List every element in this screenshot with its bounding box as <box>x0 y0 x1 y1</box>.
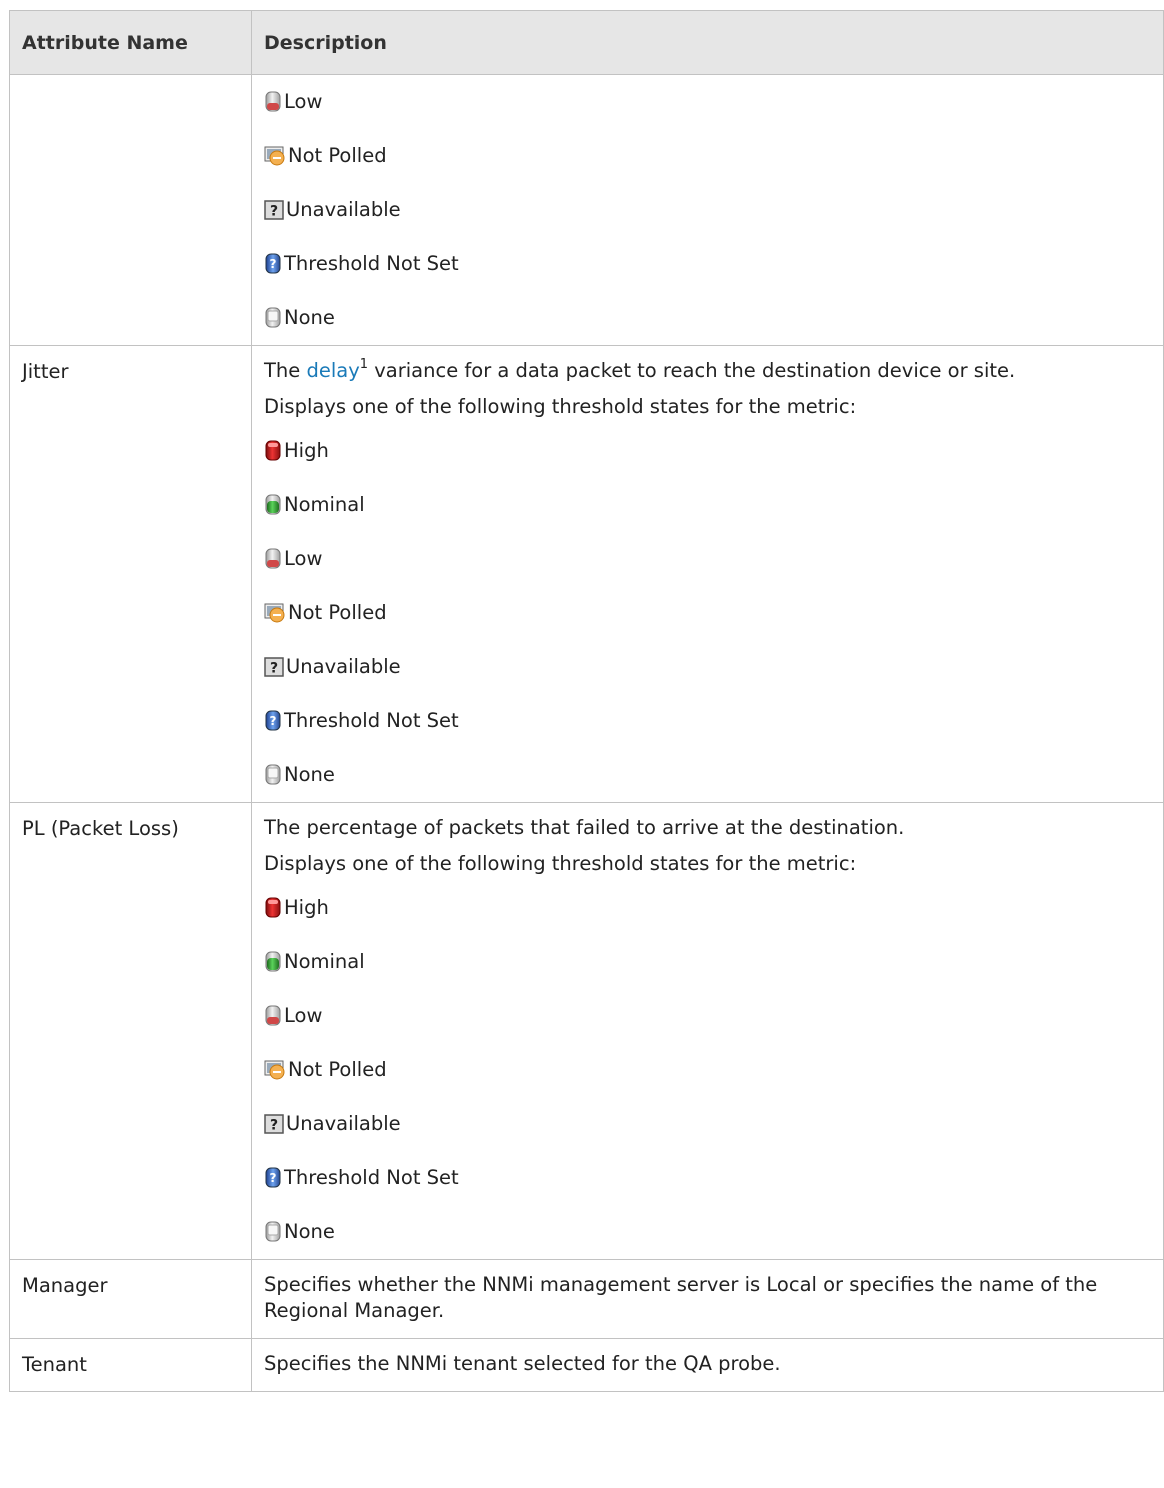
state-not-polled <box>264 586 1151 640</box>
not-polled-icon <box>264 1059 286 1081</box>
attribute-name-cell: Jitter <box>10 346 252 803</box>
state-label: None <box>284 306 335 329</box>
threshold-not-set-icon <box>264 253 282 275</box>
state-high <box>264 881 1151 935</box>
description-text: The delay$^1$ variance for a data packet to reach the destination device or site. <box>264 357 1016 382</box>
svg-text:?: ? <box>269 1117 279 1134</box>
svg-text:?: ? <box>269 714 277 728</box>
header-attribute-name: Attribute Name <box>10 11 252 75</box>
description-cell <box>252 75 1164 346</box>
nominal-status-icon <box>264 951 282 973</box>
state-not-polled <box>264 129 1151 183</box>
state-threshold-not-set <box>264 1151 1151 1205</box>
attribute-name-cell: Tenant <box>10 1339 252 1392</box>
table-row <box>10 346 1164 803</box>
description-cell <box>252 1339 1164 1392</box>
threshold-not-set-icon <box>264 1167 282 1189</box>
svg-text:?: ? <box>269 257 277 271</box>
state-none <box>264 291 1151 345</box>
description-text: Specifies whether the NNMi management server is Local or specifies the name of the Regional Manager. <box>264 1273 1098 1322</box>
state-none <box>264 748 1151 802</box>
state-label: Unavailable <box>286 1112 401 1135</box>
state-unavailable <box>264 1097 1151 1151</box>
svg-text:?: ? <box>269 1171 277 1185</box>
state-label: Unavailable <box>286 198 401 221</box>
not-polled-icon <box>264 145 286 167</box>
delay-glossary-link[interactable]: delay <box>306 359 360 382</box>
attribute-name-cell: PL (Packet Loss) <box>10 803 252 1260</box>
state-high <box>264 424 1151 478</box>
svg-text:?: ? <box>269 203 279 220</box>
state-unavailable <box>264 640 1151 694</box>
state-label: High <box>284 896 329 919</box>
attribute-table <box>9 10 1164 1392</box>
high-status-icon <box>264 440 282 462</box>
state-label: Nominal <box>284 950 365 973</box>
description-intro: Displays one of the following threshold states for the metric: <box>264 852 857 875</box>
svg-text:?: ? <box>269 660 279 677</box>
state-threshold-not-set <box>264 237 1151 291</box>
high-status-icon <box>264 897 282 919</box>
state-low <box>264 989 1151 1043</box>
description-cell <box>252 803 1164 1260</box>
description-cell <box>252 1260 1164 1339</box>
table-row <box>10 1260 1164 1339</box>
attribute-name-cell <box>10 75 252 346</box>
low-status-icon <box>264 91 282 113</box>
state-label: Low <box>284 1004 323 1027</box>
state-label: Not Polled <box>288 144 387 167</box>
not-polled-icon <box>264 602 286 624</box>
unavailable-icon <box>264 656 284 678</box>
unavailable-icon <box>264 199 284 221</box>
table-row <box>10 75 1164 346</box>
state-label: Nominal <box>284 493 365 516</box>
footnote-marker: 1 <box>359 357 369 372</box>
attribute-table-container <box>9 10 1164 1392</box>
table-row <box>10 803 1164 1260</box>
none-status-icon <box>264 764 282 786</box>
low-status-icon <box>264 1005 282 1027</box>
state-label: Low <box>284 90 323 113</box>
state-low <box>264 532 1151 586</box>
description-cell <box>252 346 1164 803</box>
state-label: None <box>284 763 335 786</box>
state-label: Not Polled <box>288 601 387 624</box>
nominal-status-icon <box>264 494 282 516</box>
state-label: Threshold Not Set <box>284 252 459 275</box>
state-unavailable <box>264 183 1151 237</box>
attribute-name-cell: Manager <box>10 1260 252 1339</box>
state-not-polled <box>264 1043 1151 1097</box>
state-threshold-not-set <box>264 694 1151 748</box>
low-status-icon <box>264 548 282 570</box>
state-label: High <box>284 439 329 462</box>
state-none <box>264 1205 1151 1259</box>
state-label: Low <box>284 547 323 570</box>
none-status-icon <box>264 1221 282 1243</box>
description-text: Specifies the NNMi tenant selected for the QA probe. <box>264 1352 781 1375</box>
table-row <box>10 1339 1164 1392</box>
threshold-not-set-icon <box>264 710 282 732</box>
state-label: Unavailable <box>286 655 401 678</box>
state-label: None <box>284 1220 335 1243</box>
state-label: Not Polled <box>288 1058 387 1081</box>
none-status-icon <box>264 307 282 329</box>
description-text: The percentage of packets that failed to arrive at the destination. <box>264 816 905 839</box>
state-label: Threshold Not Set <box>284 709 459 732</box>
state-label: Threshold Not Set <box>284 1166 459 1189</box>
description-intro: Displays one of the following threshold states for the metric: <box>264 395 857 418</box>
state-nominal <box>264 478 1151 532</box>
header-description: Description <box>252 11 1164 75</box>
state-low <box>264 75 1151 129</box>
table-header-row <box>10 11 1164 75</box>
unavailable-icon <box>264 1113 284 1135</box>
state-nominal <box>264 935 1151 989</box>
